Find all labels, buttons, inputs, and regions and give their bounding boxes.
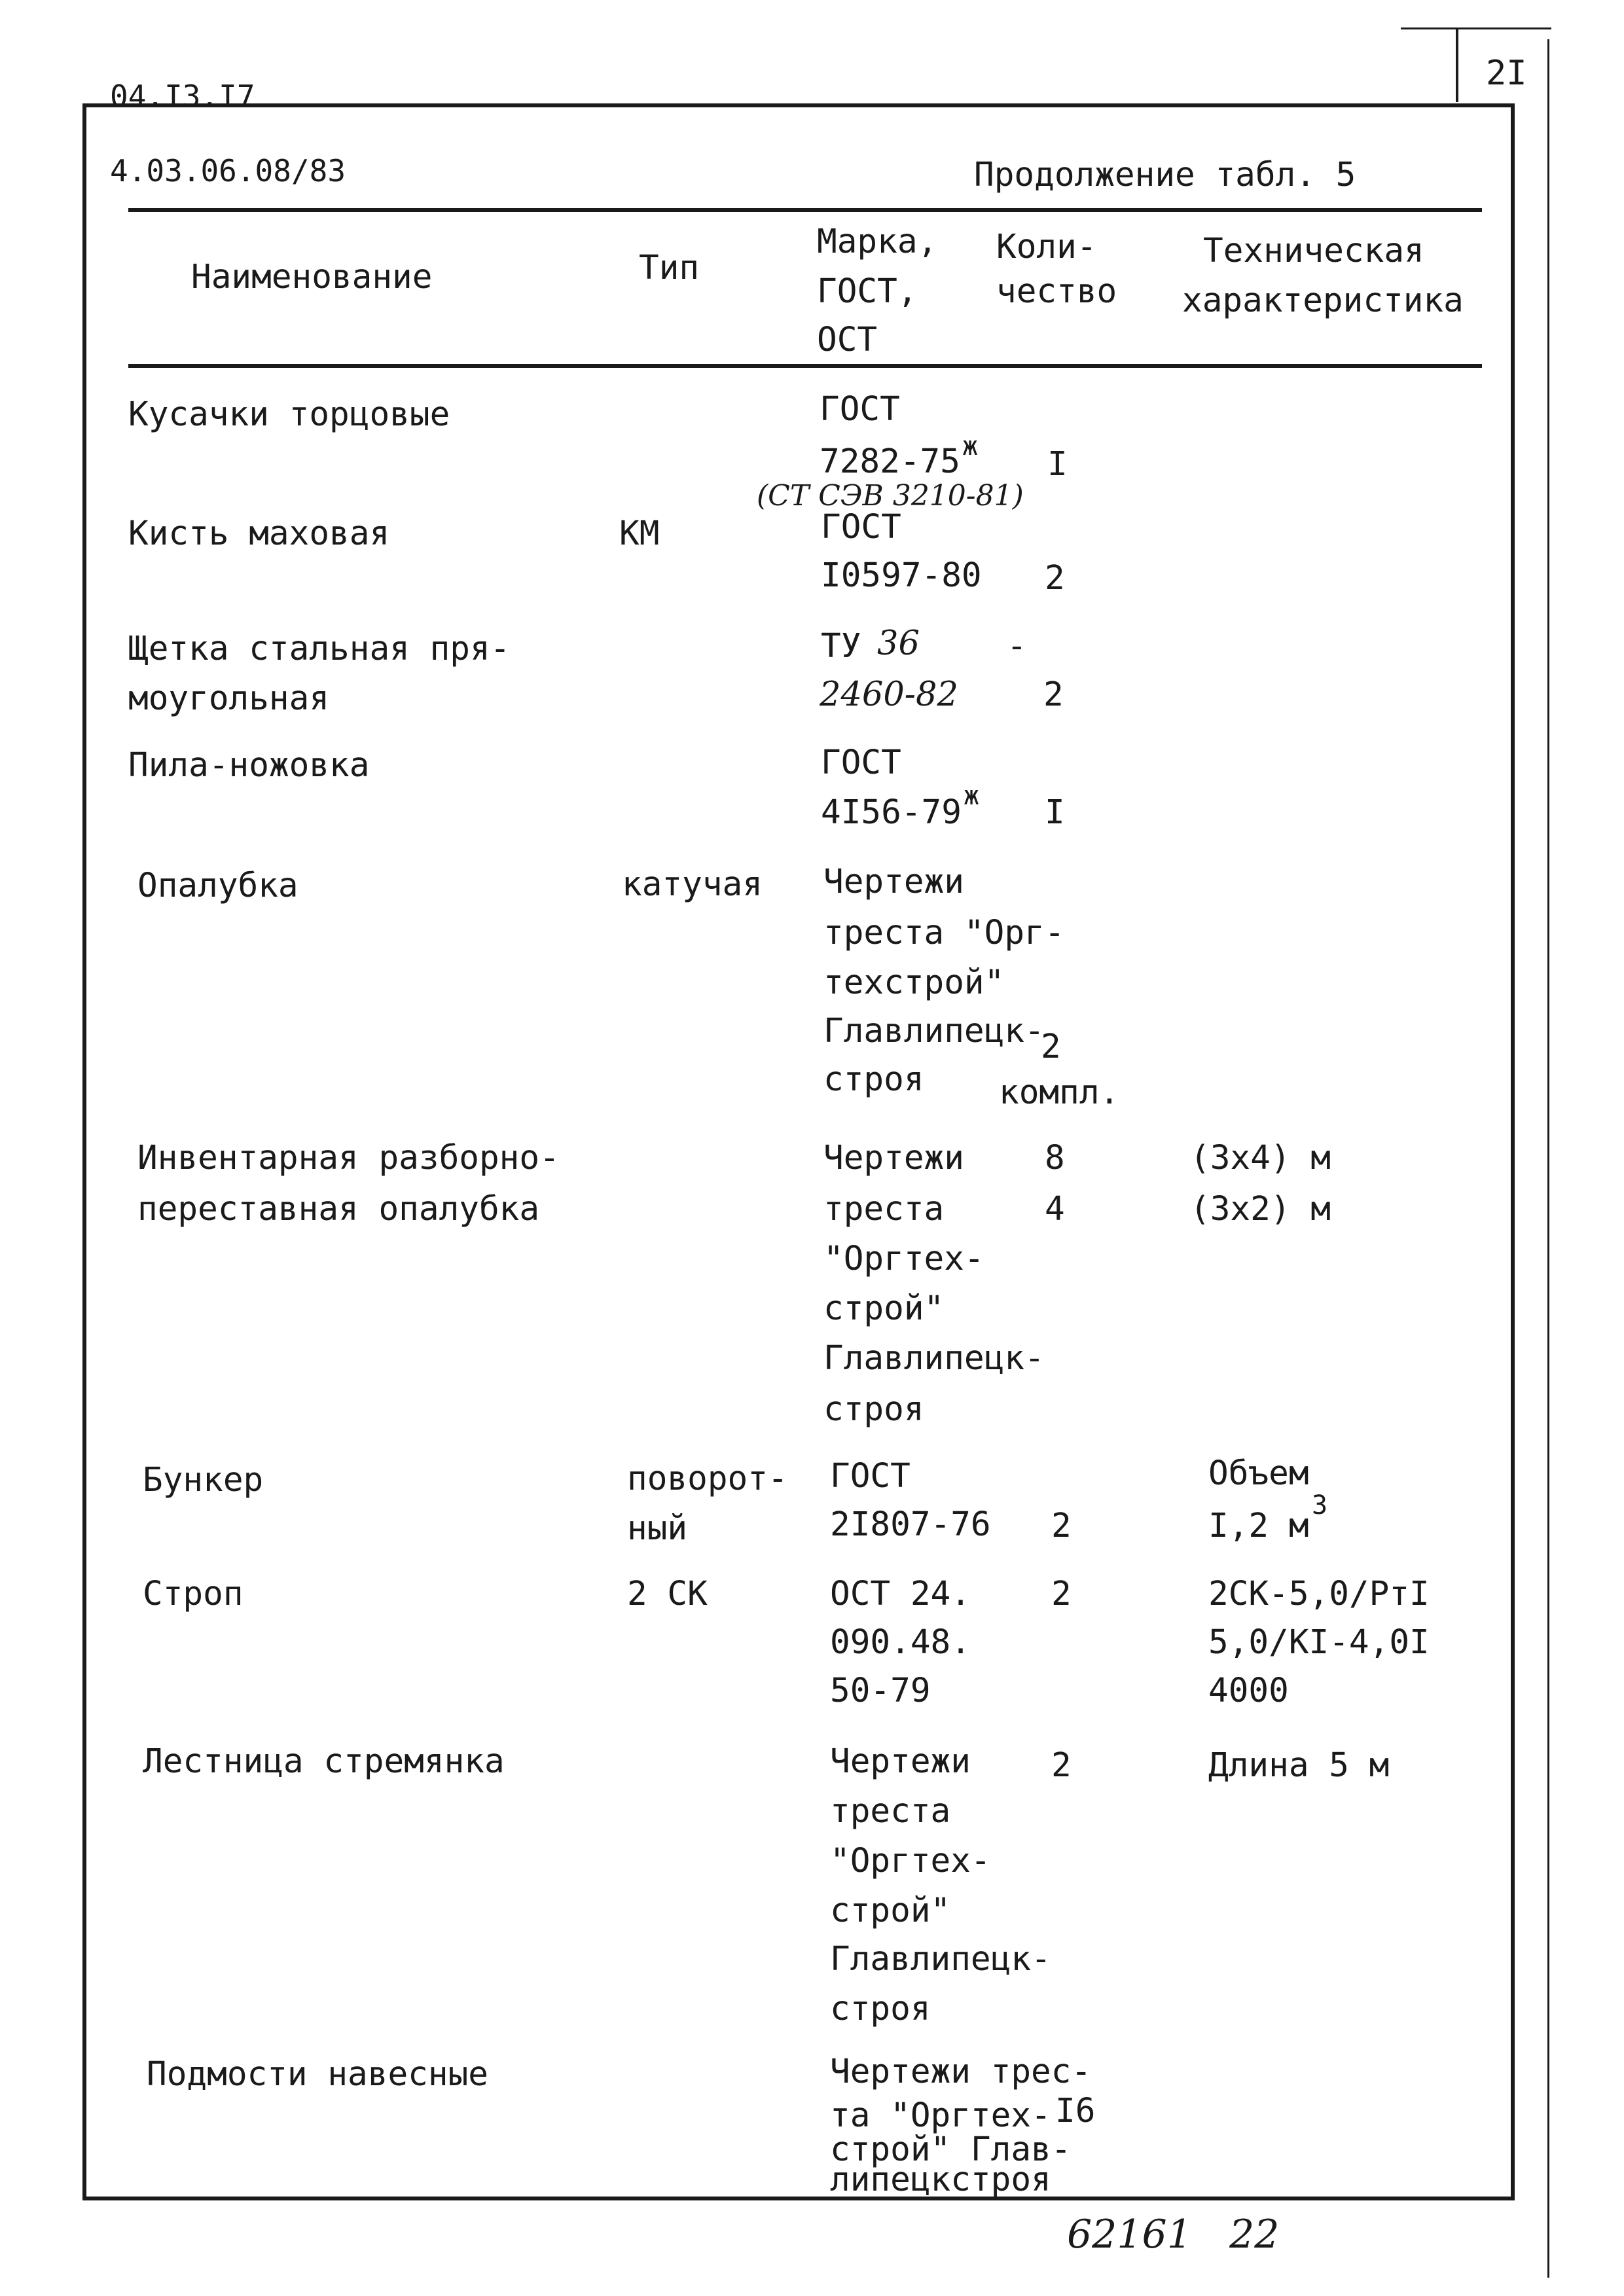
item-mark: ГОСТ (821, 508, 901, 547)
item-qty: I (1047, 445, 1068, 484)
item-tech: 5,0/КI-4,0I (1208, 1623, 1430, 1662)
item-tech: (3х4) м (1190, 1139, 1331, 1177)
right-margin-line (1547, 39, 1549, 2278)
item-tech: I,2 м (1208, 1507, 1309, 1545)
item-tech: (3х2) м (1190, 1190, 1331, 1229)
item-type: КМ (619, 514, 660, 553)
item-mark: строя (823, 1060, 924, 1099)
item-qty: 2 (1051, 1746, 1072, 1785)
item-mark: "Оргтех- (823, 1240, 984, 1278)
page-number-divider (1456, 29, 1458, 102)
item-mark: треста (830, 1792, 951, 1831)
item-mark: треста (823, 1190, 945, 1229)
item-mark: ОСТ 24. (830, 1575, 971, 1613)
header-bottom-rule (128, 364, 1482, 368)
item-tech-superscript: 3 (1312, 1490, 1328, 1520)
item-qty: 2 (1051, 1507, 1072, 1545)
item-mark: Чертежи (823, 863, 964, 901)
document-code-line1: 04.I3.I7 (110, 79, 255, 114)
item-mark-handwritten: 2460-82 (820, 675, 958, 714)
item-mark: 7282-75 (820, 442, 960, 481)
column-header-mark-line: Марка, (817, 223, 938, 261)
column-header-type: Тип (639, 249, 700, 287)
item-qty: 2 (1045, 559, 1065, 598)
item-mark: ГОСТ (830, 1457, 911, 1496)
item-name: моугольная (128, 679, 330, 718)
table-top-rule (128, 208, 1482, 212)
item-mark: Чертежи (830, 1742, 971, 1781)
item-qty: 8 (1045, 1139, 1065, 1177)
item-name: Кусачки торцовые (128, 395, 450, 434)
item-mark: "Оргтех- (830, 1842, 991, 1880)
item-qty: I6 (1055, 2092, 1096, 2130)
item-name: Кисть маховая (128, 514, 390, 553)
item-type: поворот- (627, 1460, 788, 1498)
item-mark: 2I807-76 (830, 1505, 991, 1544)
item-mark: техстрой" (823, 963, 1005, 1002)
item-name: переставная опалубка (137, 1190, 540, 1229)
item-mark: I0597-80 (821, 556, 982, 595)
item-mark: строй" (830, 1892, 951, 1930)
document-code-line2: 4.03.06.08/83 (110, 153, 346, 188)
column-header-name: Наименование (191, 258, 433, 296)
item-qty: 4 (1045, 1190, 1065, 1229)
item-qty: компл. (999, 1073, 1120, 1112)
item-mark: ГОСТ (820, 390, 900, 429)
column-header-mark-line: ОСТ (817, 321, 878, 359)
item-name: Бункер (143, 1461, 264, 1499)
item-mark: 50-79 (830, 1672, 931, 1710)
item-tech: Длина 5 м (1208, 1746, 1390, 1785)
column-header-tech-line: Техническая (1203, 232, 1424, 270)
item-mark: строй" Глав- (830, 2130, 1072, 2169)
item-tech: Объем (1208, 1454, 1309, 1493)
item-mark: ГОСТ (821, 744, 901, 782)
item-mark-note: (СТ СЭВ 3210-81) (757, 479, 1024, 512)
item-mark: треста "Орг- (823, 914, 1065, 952)
item-name: Лестница стремянка (143, 1742, 505, 1781)
handwritten-footer-number: 62161 22 (1067, 2212, 1280, 2257)
item-tech: 4000 (1208, 1672, 1289, 1710)
item-name: Пила-ножовка (128, 746, 370, 785)
item-mark: ТУ (821, 627, 861, 666)
item-mark: строя (830, 1990, 931, 2028)
item-mark-superscript: ж (962, 431, 979, 461)
continuation-label: Продолжение табл. 5 (974, 156, 1356, 194)
item-mark: строя (823, 1390, 924, 1429)
item-qty: 2 (1043, 675, 1064, 714)
item-type: ный (627, 1509, 688, 1548)
item-name: Щетка стальная пря- (128, 630, 511, 668)
column-header-qty-line: чество (996, 272, 1117, 311)
page-number: 2I (1486, 54, 1527, 93)
item-mark: 4I56-79 (821, 793, 962, 832)
item-mark: Чертежи трес- (830, 2053, 1092, 2091)
item-mark: Главлипецк- (823, 1012, 1045, 1050)
item-name: Подмости навесные (147, 2055, 488, 2094)
item-mark-handwritten: 36 (877, 624, 920, 663)
column-header-tech-line: характеристика (1182, 281, 1464, 320)
item-name: Строп (143, 1575, 244, 1613)
item-mark: Главлипецк- (830, 1940, 1051, 1979)
top-right-rule (1401, 27, 1551, 29)
item-mark: та "Оргтех- (830, 2096, 1051, 2135)
item-mark: Главлипецк- (823, 1339, 1045, 1378)
item-mark: липецкстроя (830, 2161, 1051, 2199)
column-header-qty-line: Коли- (996, 228, 1097, 266)
item-qty: 2 (1051, 1575, 1072, 1613)
item-type: катучая (622, 865, 763, 904)
item-tech: 2СК-5,0/РтI (1208, 1575, 1430, 1613)
item-mark: 090.48. (830, 1623, 971, 1662)
item-qty: I (1045, 793, 1065, 832)
column-header-mark-line: ГОСТ, (817, 272, 918, 311)
item-qty: - (1007, 627, 1027, 666)
item-name: Инвентарная разборно- (137, 1139, 560, 1177)
item-mark: Чертежи (823, 1139, 964, 1177)
item-qty: 2 (1041, 1028, 1061, 1066)
item-mark: строй" (823, 1289, 945, 1328)
item-name: Опалубка (137, 867, 298, 905)
item-type: 2 СК (627, 1575, 708, 1613)
item-mark-superscript: ж (964, 781, 980, 811)
